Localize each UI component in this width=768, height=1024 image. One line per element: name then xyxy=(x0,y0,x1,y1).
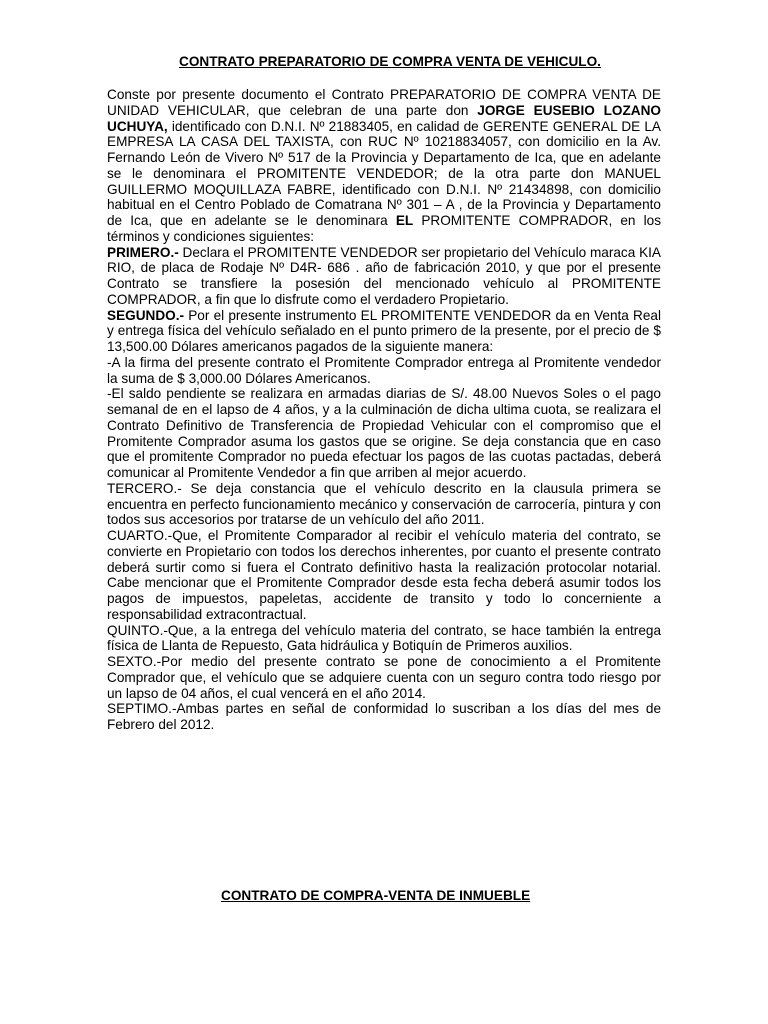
clause-tercero: TERCERO.- Se deja constancia que el vehículo descrito en la clausula primera se encuentra en perfecto funcionamiento mecánico y conservación de carrocería, pintura y con todos sus accesorios por tratarse de un vehículo del año 2011. xyxy=(107,480,661,528)
contract-body xyxy=(107,87,661,733)
second-contract-title xyxy=(221,888,550,903)
clause-segundo-text: Por el presente instrumento EL PROMITENTE VENDEDOR da en Venta Real y entrega física del vehículo señalado en el punto primero de la presente, por el precio de $ 13,500.00 Dólares americanos pagados de la siguiente manera: xyxy=(107,307,661,354)
clause-septimo: SEPTIMO.-Ambas partes en señal de conformidad lo suscriban a los días del mes de Febrero del 2012. xyxy=(107,701,661,732)
intro-text-b: identificado con D.N.I. Nº 21883405, en calidad de GERENTE GENERAL DE LA EMPRESA LA CASA DEL TAXISTA, con RUC Nº 10218834057, con domicilio en la Av. Fernando León de Vivero Nº 517 de la Provincia y Departamento de Ica, que en adelante se le denominara el PROMITENTE VENDEDOR; de la otra parte don MANUEL GUILLERMO MOQUILLAZA FABRE, identificado con D.N.I. Nº 21434898, con domicilio habitual en el Centro Poblado de Comatrana Nº 301 – A , de la Provincia y Departamento de Ica, que en adelante se le denominara xyxy=(107,118,661,228)
payment-balance: -El saldo pendiente se realizara en armadas diarias de S/. 48.00 Nuevos Soles o el pago semanal de en el lapso de 4 años, y a la culminación de dicha ultima cuota, se realizara el Contrato Definitivo de Transferencia de Propiedad Vehicular con el compromiso que el Promitente Comprador asuma los gastos que se origine. Se deja constancia que en caso que el promitente Comprador no pueda efectuar los pagos de las cuotas pactadas, deberá comunicar al Promitente Vendedor a fin que arriben al mejor acuerdo. xyxy=(107,386,661,480)
intro-text-c: PROMITENTE COMPRADOR, en los términos y condiciones siguientes: xyxy=(107,213,661,244)
intro-text-a: Conste por presente documento el Contrato PREPARATORIO DE COMPRA VENTA DE UNIDAD VEHICULAR, que celebran de una parte don xyxy=(107,87,661,118)
clause-quinto: QUINTO.-Que, a la entrega del vehículo materia del contrato, se hace también la entrega física de Llanta de Repuesto, Gata hidráulica y Botiquín de Primeros auxilios. xyxy=(107,622,661,654)
el-bold: EL xyxy=(395,213,414,228)
clause-segundo xyxy=(107,308,661,355)
clause-cuarto: CUARTO.-Que, el Promitente Comparador al recibir el vehículo materia del contrato, se convierte en Propietario con todos los derechos inherentes, por cuanto el presente contrato deberá surtir como si fuera el Contrato definitivo hasta la realización protocolar notarial. Cabe mencionar que el Promitente Comprador desde esta fecha deberá asumir todos los pagos de impuestos, papeletas, accidente de transito y todo lo concerniente a responsabilidad extracontractual. xyxy=(107,528,661,622)
payment-initial: -A la firma del presente contrato el Promitente Comprador entrega al Promitente vendedor la suma de $ 3,000.00 Dólares Americanos. xyxy=(107,354,661,386)
clause-primero-label: PRIMERO.- xyxy=(107,244,179,260)
contract-title: CONTRATO PREPARATORIO DE COMPRA VENTA DE VEHICULO. xyxy=(179,54,601,69)
clause-sexto: SEXTO.-Por medio del presente contrato se pone de conocimiento a el Promitente Comprador que, el vehículo que se adquiere cuenta con un seguro contra todo riesgo por un lapso de 04 años, el cual vencerá en el año 2014. xyxy=(107,654,661,701)
intro-paragraph xyxy=(107,87,661,245)
clause-primero-text: Declara el PROMITENTE VENDEDOR ser propietario del Vehículo maraca KIA RIO, de placa de Rodaje Nº D4R- 686 . año de fabricación 2010, y que por el presente Contrato se transfiere la posesión del mencionado vehículo al PROMITENTE COMPRADOR, a fin que lo disfrute como el verdadero Propietario. xyxy=(107,244,661,307)
second-contract-title-text: CONTRATO DE COMPRA-VENTA DE INMUEBLE xyxy=(221,888,531,903)
seller-name: JORGE EUSEBIO LOZANO UCHUYA, xyxy=(107,102,661,134)
clause-primero xyxy=(107,245,661,308)
clause-segundo-label: SEGUNDO.- xyxy=(107,307,185,323)
